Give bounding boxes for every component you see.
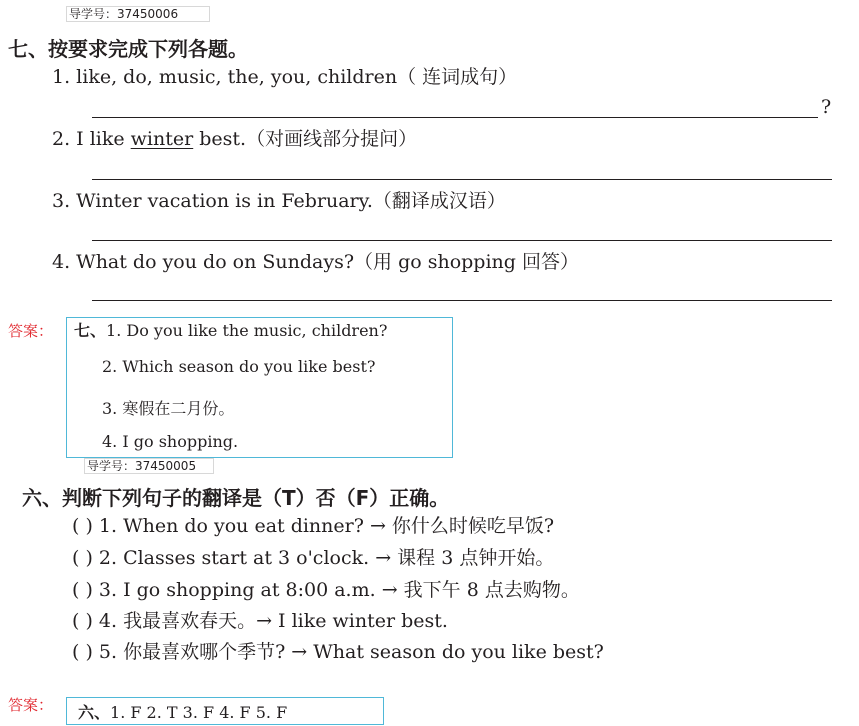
answer-text: 1. Do you like the music, children? xyxy=(106,321,388,340)
answer-line-3 xyxy=(92,240,832,241)
underlined-word: winter xyxy=(130,128,194,150)
answer-line-a1 xyxy=(74,318,387,341)
question-2-suffix: best.（对画线部分提问） xyxy=(193,128,418,150)
answer-line-4 xyxy=(92,300,832,301)
answer-label: 答案： xyxy=(8,322,54,340)
answer-line xyxy=(78,700,287,723)
section-title: 七、按要求完成下列各题。 xyxy=(8,37,248,61)
section-title: 六、判断下列句子的翻译是（T）否（F）正确。 xyxy=(22,486,450,510)
guide-number: 导学号：37450006 xyxy=(66,6,210,22)
question-1: 1. like, do, music, the, you, children（ 连词成句） xyxy=(52,66,518,88)
judge-item-2: ( ) 2. Classes start at 3 o'clock. → 课程 3 点钟开始。 xyxy=(72,547,555,569)
question-2 xyxy=(52,124,417,151)
question-mark: ? xyxy=(821,96,832,118)
judge-item-1: ( ) 1. When do you eat dinner? → 你什么时候吃早饭? xyxy=(72,515,555,537)
judge-item-5: ( ) 5. 你最喜欢哪个季节? → What season do you like best? xyxy=(72,641,604,663)
answer-text: 1. F 2. T 3. F 4. F 5. F xyxy=(110,703,288,722)
judge-item-4: ( ) 4. 我最喜欢春天。→ I like winter best. xyxy=(72,610,448,632)
answer-line-a3: 3. 寒假在二月份。 xyxy=(102,399,235,418)
question-3: 3. Winter vacation is in February.（翻译成汉语） xyxy=(52,190,506,212)
guide-number: 导学号：37450005 xyxy=(84,458,214,474)
question-2-prefix: 2. I like xyxy=(52,128,131,150)
judge-item-3: ( ) 3. I go shopping at 8:00 a.m. → 我下午 8 点去购物。 xyxy=(72,579,580,601)
question-4: 4. What do you do on Sundays?（用 go shopping 回答） xyxy=(52,251,579,273)
answer-prefix: 七、 xyxy=(74,321,107,340)
answer-label: 答案： xyxy=(8,696,54,714)
answer-line-2 xyxy=(92,179,832,180)
answer-prefix: 六、 xyxy=(78,703,111,722)
answer-line-a2: 2. Which season do you like best? xyxy=(102,357,376,376)
answer-line-1 xyxy=(92,117,818,118)
answer-line-a4: 4. I go shopping. xyxy=(102,432,239,451)
